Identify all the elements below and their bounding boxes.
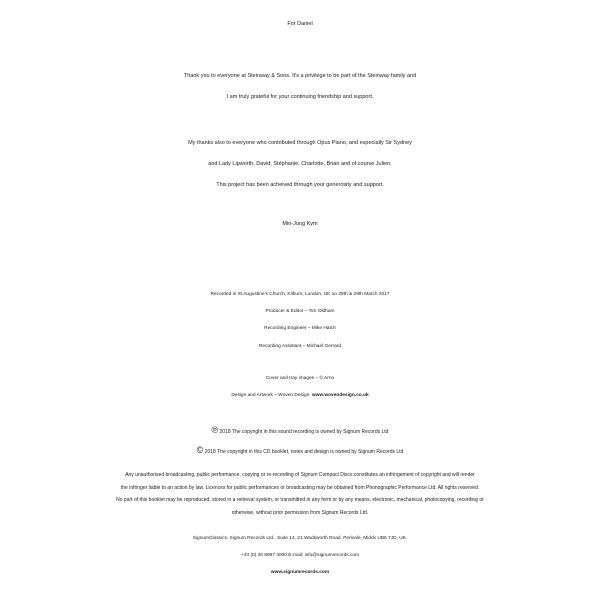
publisher-address <box>0 530 600 582</box>
credit-line: Recording Engineer – Mike Hatch <box>264 326 336 332</box>
credit-line: Recorded in St Augustine’s Church, Kilburn, London, UK on 28th & 29th March 2017 <box>210 292 390 297</box>
copyright-text: 2018 The copyright in this CD booklet, notes and design is owned by Signum Records Ltd <box>204 449 404 455</box>
design-credits <box>0 370 600 404</box>
design-website-link[interactable]: www.wovendesign.co.uk <box>312 393 369 399</box>
paragraph-line: Thank you to everyone at Steinway & Sons. It’s a privilege to be part of the Steinway family and <box>183 73 417 79</box>
copyright-symbol: © <box>196 445 204 455</box>
thanks-paragraph-steinway <box>0 66 600 108</box>
dedication-text: For Daniel <box>287 21 313 27</box>
credit-line: Producer & Editor – Tim Oldham <box>265 309 335 315</box>
legal-line: Any unauthorised broadcasting, public performance, copying or re-recording of Signum Compact Discs constitutes an infringement of copyright and will render <box>125 472 475 478</box>
credit-line: Recording Assistant – Michael Gerrard <box>258 343 342 349</box>
design-credit-label: Design and Artwork – Woven Design <box>231 393 310 399</box>
copyright-text: 2018 The copyright in this sound recording is owned by Signum Records Ltd <box>219 429 389 435</box>
dedication <box>0 21 600 27</box>
signature <box>0 221 600 227</box>
address-line: SignumClassics, Signum Records Ltd., Suite 14, 21 Wadsworth Road, Perivale, Middx UB6 7JD, UK. <box>192 536 408 541</box>
paragraph-line: I am truly grateful for your continuing friendship and support. <box>226 94 374 100</box>
signature-name: Min-Jung Kym <box>282 221 318 227</box>
paragraph-line: and Lady Lipworth, David, Stéphanie, Charlotte, Brian and of course Julien. <box>208 161 392 167</box>
recording-credits <box>0 286 600 355</box>
thanks-paragraph-opus <box>0 133 600 196</box>
images-credit: Cover and tray images – © Arno <box>265 376 335 381</box>
legal-line: No part of this booklet may be reproduced, stored in a retrieval system, or transmitted in any form or by any means, electronic, mechanical, photocopying, recording or <box>116 497 484 504</box>
phonogram-symbol: ℗ <box>211 425 219 435</box>
contact-line: +44 (0) 20 8997 4000 E-mail: info@signumrecords.com <box>240 553 360 559</box>
legal-notice <box>0 469 600 519</box>
design-credit-line <box>0 387 600 404</box>
copyright-notices <box>0 421 600 461</box>
legal-line: otherwise, without prior permission from Signum Records Ltd. <box>231 509 369 516</box>
phonographic-copyright <box>0 421 600 441</box>
paragraph-line: This project has been acheived through your generosity and support. <box>216 182 384 188</box>
booklet-copyright <box>0 441 600 461</box>
legal-line: the infringer liable to an action by law. Licences for public performances or broadcasting may be obtained from Phonographic Performance Ltd. All rights reserved. <box>120 484 480 491</box>
paragraph-line: My thanks also to everyone who contributed through Opus Piano, and especially Sir Sydney <box>188 140 412 146</box>
publisher-website-link[interactable]: www.signumrecords.com <box>270 570 330 576</box>
